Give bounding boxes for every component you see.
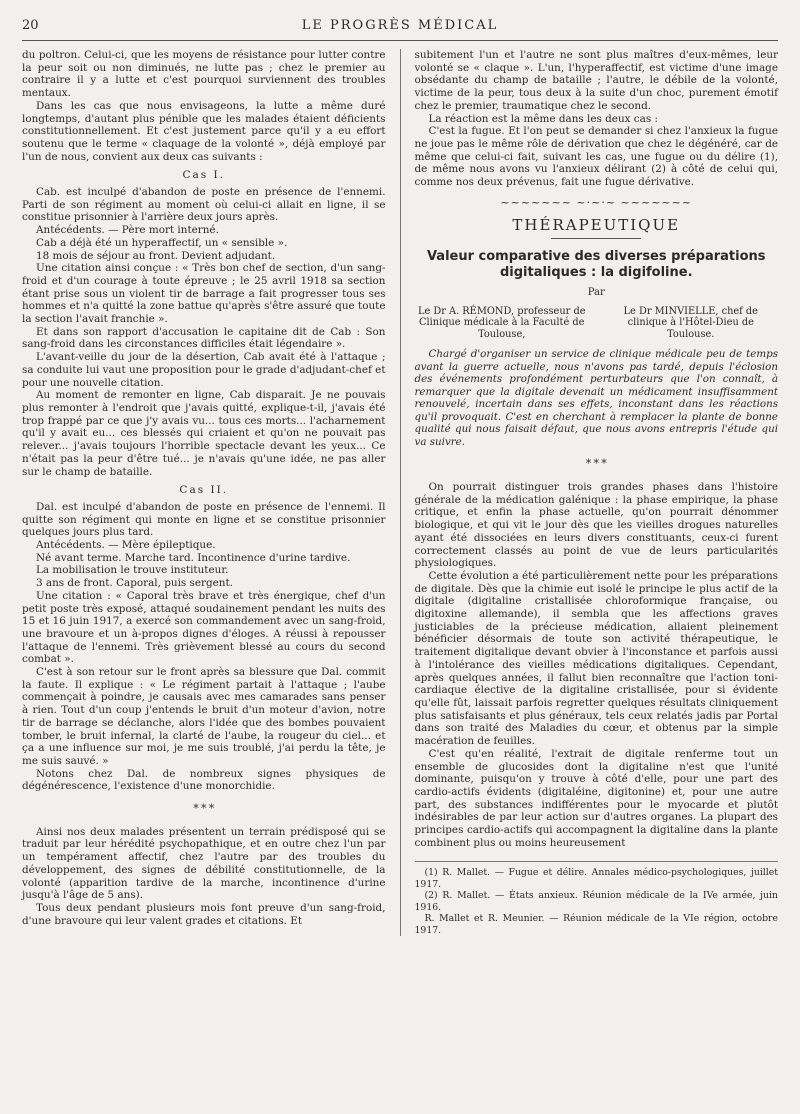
paragraph: Notons chez Dal. de nombreux signes physiques de dégénérescence, l'existence d'une monorchidie.: [22, 767, 386, 793]
paragraph: On pourrait distinguer trois grandes phases dans l'histoire générale de la médication galénique : la phase empirique, la phase critique, et enfin la phase actuelle, qu'on pourrait dénommer biologique, et qui vit le jour dès que les vieilles drogues naturelles ayant été dissociées en leurs divers constituants, ceux-ci furent correctement classés au point de vue de leurs particularités physiologiques.: [414, 481, 778, 570]
paragraph: Une citation ainsi conçue : « Très bon chef de section, d'un sang-froid et d'un courage à toute épreuve ; le 25 avril 1918 sa section étant prise sous un violent tir de barrage a fait progresser tous ses hommes et n'a quitté la zone battue qu'après s'être assuré que toute la section l'avait franchie ».: [22, 262, 386, 326]
two-column-body: [22, 49, 778, 936]
paragraph: Et dans son rapport d'accusation le capitaine dit de Cab : Son sang-froid dans les circonstances difficiles était légendaire ».: [22, 325, 386, 351]
paragraph: Antécédents. — Père mort interné.: [36, 224, 219, 237]
paragraph: Ainsi nos deux malades présentent un terrain prédisposé qui se traduit par leur hérédité psychopathique, et en outre chez l'un par un tempérament affectif, chez l'autre par des troubles du développement, des signes de débilité constitutionnelle, de la volonté (apparition tardive de la marche, incontinence d'urine jusqu'à l'âge de 5 ans).: [22, 825, 386, 902]
byline-par: Par: [587, 287, 605, 299]
paragraph: 18 mois de séjour au front. Devient adjudant.: [36, 249, 276, 262]
paragraph: C'est qu'en réalité, l'extrait de digitale renferme tout un ensemble de glucosides dont la digitaline n'est que l'unité dominante, puisqu'on y trouve à côté d'elle, pour une part des cardio-actifs évidents (digitaléine, digitonine) et, pour une autre part, des substances indifférentes pour le myocarde et plutôt indésirables de par leur action sur d'autres organes. La plupart des principes cardio-actifs qui accompagnent la digitaline dans la plante combinent plus ou moins heureusement: [414, 747, 778, 849]
paragraph: du poltron. Celui-ci, que les moyens de résistance pour lutter contre la peur soit ou non diminués, ne lutte pas ; chez le premier au contraire il y a lutte et c'est pourquoi surviennent des troubles mentaux.: [22, 49, 386, 100]
journal-title: LE PROGRÈS MÉDICAL: [301, 18, 499, 33]
paragraph: Tous deux pendant plusieurs mois font preuve d'un sang-froid, d'une bravoure qui leur valent grades et citations. Et: [22, 902, 386, 927]
right-column: [400, 49, 779, 936]
footnote: (1) R. Mallet. — Fugue et délire. Annales médico-psychologiques, juillet 1917.: [414, 867, 778, 890]
paragraph: Cab a déjà été un hyperaffectif, un « sensible ».: [36, 236, 288, 249]
paragraph: subitement l'un et l'autre ne sont plus maîtres d'eux-mêmes, leur volonté se « claque ». L'un, l'hyperaffectif, est victime d'une image obsédante du champ de bataille ; l'autre, le débile de la volonté, victime de la peur, tous deux à la suite d'un choc, purement émotif chez le premier, traumatique chez le second.: [414, 49, 778, 112]
paragraph: Né avant terme. Marche tard. Incontinence d'urine tardive.: [36, 551, 351, 564]
ornament-divider: ~~~~~~~ ~·~·~ ~~~~~~~: [500, 195, 693, 209]
paragraph: Au moment de remonter en ligne, Cab disparait. Je ne pouvais plus remonter à l'endroit que j'avais quitté, explique-t-il, j'avais été trop frappé par ce que j'y avais vu... tous ces morts... l'acharnement qu'il y avait eu... ces blessés qui criaient et qu'on ne pouvait pas relever... j'avais toujours l'horrible spectacle devant les yeux... Ce n'était pas la peur d'être tué... je n'avais qu'une idée, ne pas aller sur le champ de bataille.: [22, 389, 386, 478]
left-column: [22, 49, 400, 936]
paragraph: Antécédents. — Mère épileptique.: [36, 539, 216, 552]
paragraph: Dans les cas que nous envisageons, la lutte a même duré longtemps, d'autant plus pénible que les malades étaient déficients constitutionnellement. Et c'est justement parce qu'il y a eu effort soutenu que le terme « claquage de la volonté », déjà employé par l'un de nous, convient aux deux cas suivants :: [22, 99, 386, 163]
paragraph: 3 ans de front. Caporal, puis sergent.: [36, 577, 233, 590]
author-block: [415, 306, 779, 341]
section-separator-stars: * * *: [193, 802, 215, 816]
paragraph: Une citation : « Caporal très brave et très énergique, chef d'un petit poste très exposé, attaqué soudainement pendant les nuits des 15 et 16 juin 1917, a exercé son commandement avec un sang-froid, une bravoure et un à-propos dignes d'éloges. A réussi à repousser l'attaque de l'ennemi. Très grièvement blessé au cours du second combat ».: [22, 589, 386, 666]
section-separator-stars: * * *: [585, 457, 607, 471]
footnote: (2) R. Mallet. — États anxieux. Réunion médicale de la IVe armée, juin 1916.: [414, 890, 778, 913]
case-1-heading: Cas I.: [182, 169, 225, 182]
running-header: [22, 18, 778, 41]
footnote: R. Mallet et R. Meunier. — Réunion médicale de la VIe région, octobre 1917.: [414, 913, 778, 936]
article-intro: Chargé d'organiser un service de clinique médicale peu de temps avant la guerre actuelle, nous n'avons pas tardé, depuis l'éclosion des événements profondément perturbateurs que l'on connaît, à remarquer que la digitale devenait un médicament insuffisamment renouvelé, incertain dans ses effets, inconstant dans les réactions qu'il provoquait. C'est en cherchant à remplacer la plante de bonne qualité qui nous faisait défaut, que nous avons entrepris l'étude qui va suivre.: [414, 348, 778, 448]
paragraph: Cab. est inculpé d'abandon de poste en présence de l'ennemi. Parti de son régiment au moment où celui-ci allait en ligne, il se constitue prisonnier à l'arrière deux jours après.: [22, 186, 386, 224]
paragraph: C'est à son retour sur le front après sa blessure que Dal. commit la faute. Il explique : « Le régiment partait à l'attaque ; l'aube commençait à poindre, je causais avec mes camarades sans penser à rien. Tout d'un coup j'entends le bruit d'un moteur d'avion, notre tir de barrage se déclanche, alors l'idée que des bombes pouvaient tomber, le bruit infernal, la clarté de l'aube, la rougeur du ciel... et ça a une influence sur moi, je me suis troublé, j'ai perdu la tête, je me suis sauvé. »: [22, 666, 386, 767]
article-title: Valeur comparative des diverses préparations digitaliques : la digifoline.: [426, 249, 766, 281]
author-2: Le Dr MINVIELLE, chef de clinique à l'Hôtel-Dieu de Toulouse.: [623, 305, 758, 340]
section-heading: THÉRAPEUTIQUE: [415, 219, 779, 239]
paragraph: Dal. est inculpé d'abandon de poste en présence de l'ennemi. Il quitte son régiment qui monte en ligne et se constitue prisonnier quelques jours plus tard.: [22, 500, 386, 539]
paragraph: La réaction est la même dans les deux cas :: [428, 112, 658, 125]
author-1: Le Dr A. RÉMOND, professeur de Clinique médicale à la Faculté de Toulouse,: [417, 305, 586, 340]
paragraph: C'est la fugue. Et l'on peut se demander si chez l'anxieux la fugue ne joue pas le même rôle de dérivation que chez le dégénéré, car de même que celui-ci fait, suivant les cas, une fugue ou du délire (1), de même nous avons vu l'anxieux délirant (2) à côté de celui qui, comme nos deux prévenus, fait une fugue dérivative.: [414, 125, 778, 189]
paragraph: L'avant-veille du jour de la désertion, Cab avait été à l'attaque ; sa conduite lui vaut une proposition pour le grade d'adjudant-chef et pour une nouvelle citation.: [22, 351, 386, 389]
case-2-heading: Cas II.: [179, 484, 229, 497]
page-number: 20: [22, 18, 39, 33]
footnotes: [415, 861, 779, 936]
paragraph: La mobilisation le trouve instituteur.: [36, 564, 229, 577]
paragraph: Cette évolution a été particulièrement nette pour les préparations de digitale. Dès que la chimie eut isolé le principe le plus actif de la digitale (digitaline cristallisée chloroformique française, ou digitoxine allemande), il sembla que les affections graves justiciables de la précieuse médication, allaient pleinement bénéficier désormais de toute son activité thérapeutique, le traitement digitalique devant obvier à l'inconstance et parfois aussi à l'intolérance des vieilles médications digitaliques. Cependant, après quelques années, il fallut bien reconnaître que l'action toni-cardiaque élective de la digitaline cristallisée, pour si évidente qu'elle fût, laissait parfois regretter quelques résultats cliniquement plus satisfaisants et plus généraux, tels ceux relatés jadis par Portal dans son traité des Maladies du cœur, et obtenus par la simple macération de feuilles.: [414, 569, 778, 748]
